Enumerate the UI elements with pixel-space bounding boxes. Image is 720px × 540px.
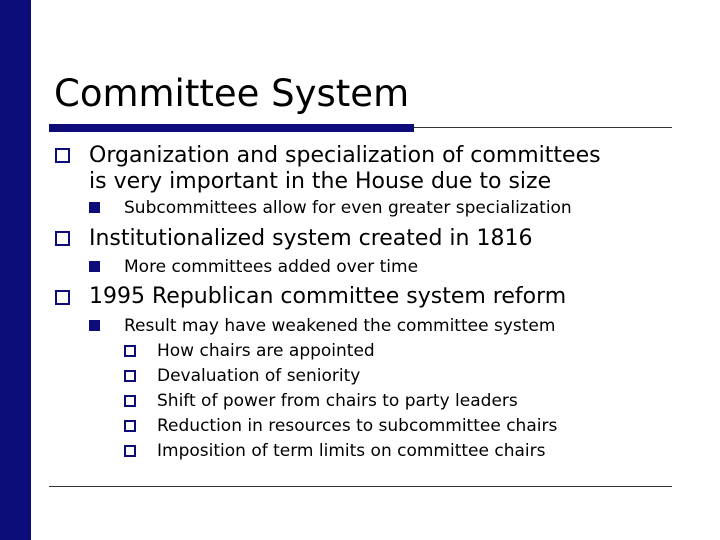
bullet-3-subsub-4: Reduction in resources to subcommittee chairs [157,416,558,436]
title-underline-thin [414,127,672,128]
hollow-square-bullet-icon [55,148,70,163]
hollow-square-bullet-icon [124,370,136,382]
filled-square-bullet-icon [89,320,100,331]
filled-square-bullet-icon [89,261,100,272]
hollow-square-bullet-icon [124,395,136,407]
bullet-3-text: 1995 Republican committee system reform [89,284,567,309]
bottom-divider [49,486,672,487]
bullet-1-text-line-2: is very important in the House due to size [89,169,552,194]
bullet-3-subsub-5: Imposition of term limits on committee chairs [157,441,546,461]
bullet-3-subsub-2: Devaluation of seniority [157,366,361,386]
slide-title: Committee System [54,72,410,115]
hollow-square-bullet-icon [55,231,70,246]
filled-square-bullet-icon [89,202,100,213]
bullet-1-sub-1: Subcommittees allow for even greater specialization [124,198,572,218]
bullet-2-sub-1: More committees added over time [124,257,419,277]
bullet-3-subsub-1: How chairs are appointed [157,341,375,361]
hollow-square-bullet-icon [124,445,136,457]
bullet-3-sub-1: Result may have weakened the committee system [124,316,556,336]
bullet-1-text-line-1: Organization and specialization of committees [89,143,601,168]
bullet-3-subsub-3: Shift of power from chairs to party leaders [157,391,518,411]
hollow-square-bullet-icon [124,345,136,357]
title-underline-thick [49,124,414,132]
hollow-square-bullet-icon [124,420,136,432]
hollow-square-bullet-icon [55,290,70,305]
left-accent-bar [0,0,31,540]
bullet-2-text: Institutionalized system created in 1816 [89,226,533,251]
